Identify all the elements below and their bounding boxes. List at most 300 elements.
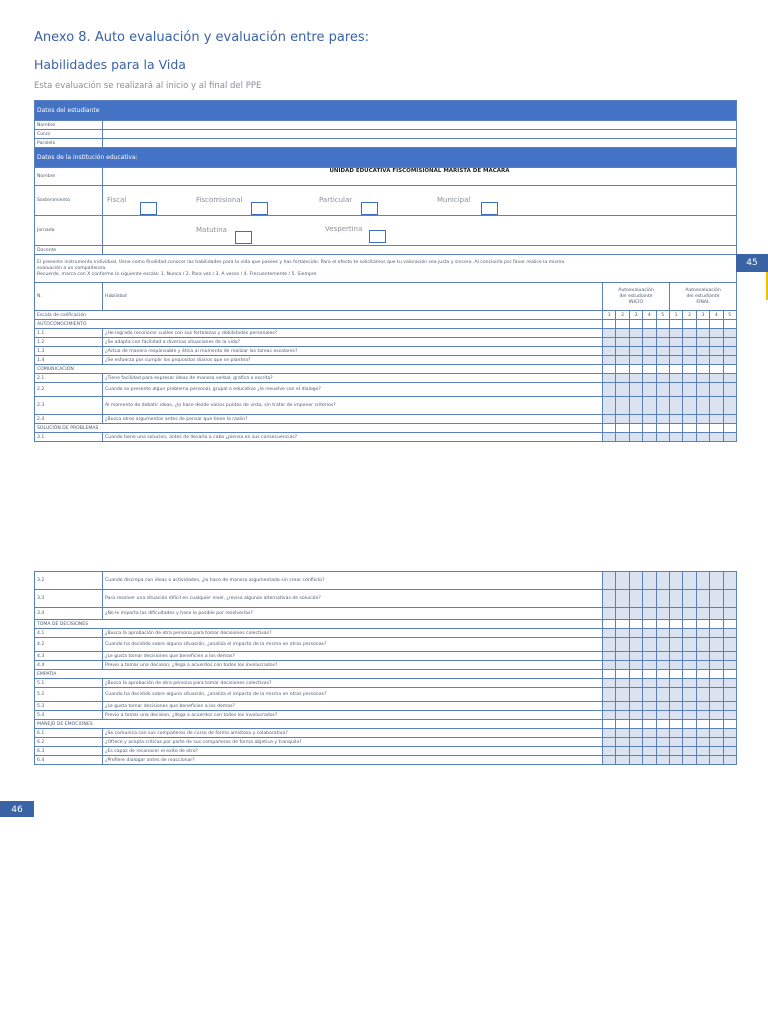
item-score-cell[interactable] <box>643 397 656 415</box>
item-score-cell[interactable] <box>710 374 723 383</box>
final-line-3: FINAL <box>696 299 710 305</box>
item-score-cell[interactable] <box>629 347 642 356</box>
item-score-cell[interactable] <box>710 338 723 347</box>
table-row <box>35 756 737 765</box>
item-score-cell[interactable] <box>723 679 736 688</box>
item-score-cell[interactable] <box>683 415 696 424</box>
item-score-cell[interactable] <box>710 383 723 397</box>
page-number-46: 46 <box>0 801 34 817</box>
item-score-cell[interactable] <box>696 702 709 711</box>
student-parallel-input[interactable] <box>103 139 737 148</box>
item-score-cell[interactable] <box>669 433 682 442</box>
item-score-cell[interactable] <box>683 702 696 711</box>
field-label-sostenimiento: Sostenimiento <box>35 186 103 216</box>
item-score-cell[interactable] <box>656 572 669 590</box>
item-score-cell[interactable] <box>683 729 696 738</box>
item-score-cell[interactable] <box>723 688 736 702</box>
item-score-cell[interactable] <box>629 711 642 720</box>
item-score-cell[interactable] <box>683 638 696 652</box>
item-score-cell[interactable] <box>669 738 682 747</box>
item-score-cell[interactable] <box>603 608 616 620</box>
item-score-cell[interactable] <box>603 356 616 365</box>
item-score-cell[interactable] <box>629 383 642 397</box>
item-question: ¿Ofrece y acepta criticas por parte de sus compañeros de forma objetiva y tranquila? <box>103 738 603 747</box>
item-score-cell[interactable] <box>643 383 656 397</box>
section-heading-blank-cell <box>696 620 709 629</box>
item-score-cell[interactable] <box>656 347 669 356</box>
checkbox-fiscomisional[interactable] <box>251 202 268 215</box>
item-score-cell[interactable] <box>683 629 696 638</box>
item-score-cell[interactable] <box>710 661 723 670</box>
item-score-cell[interactable] <box>656 688 669 702</box>
item-score-cell[interactable] <box>643 608 656 620</box>
item-score-cell[interactable] <box>710 652 723 661</box>
item-score-cell[interactable] <box>629 338 642 347</box>
item-score-cell[interactable] <box>696 738 709 747</box>
table-row <box>35 652 737 661</box>
item-score-cell[interactable] <box>723 729 736 738</box>
item-score-cell[interactable] <box>643 738 656 747</box>
item-score-cell[interactable] <box>656 652 669 661</box>
item-score-cell[interactable] <box>669 572 682 590</box>
item-score-cell[interactable] <box>723 572 736 590</box>
item-score-cell[interactable] <box>683 356 696 365</box>
section-heading-blank-cell <box>656 620 669 629</box>
item-score-cell[interactable] <box>669 347 682 356</box>
section-heading-blank-cell <box>710 720 723 729</box>
item-score-cell[interactable] <box>696 397 709 415</box>
section-heading-blank-cell <box>669 670 682 679</box>
item-score-cell[interactable] <box>629 756 642 765</box>
item-score-cell[interactable] <box>723 747 736 756</box>
item-score-cell[interactable] <box>616 702 629 711</box>
item-score-cell[interactable] <box>616 329 629 338</box>
item-score-cell[interactable] <box>656 729 669 738</box>
item-score-cell[interactable] <box>616 756 629 765</box>
item-score-cell[interactable] <box>616 652 629 661</box>
item-score-cell[interactable] <box>629 590 642 608</box>
item-score-cell[interactable] <box>603 756 616 765</box>
item-score-cell[interactable] <box>656 590 669 608</box>
item-score-cell[interactable] <box>629 702 642 711</box>
checkbox-matutina[interactable] <box>235 231 252 244</box>
item-score-cell[interactable] <box>683 374 696 383</box>
item-score-cell[interactable] <box>669 374 682 383</box>
item-score-cell[interactable] <box>696 756 709 765</box>
item-score-cell[interactable] <box>629 356 642 365</box>
item-number: 5.1 <box>35 679 103 688</box>
item-number: 4.2 <box>35 638 103 652</box>
item-score-cell[interactable] <box>683 652 696 661</box>
item-score-cell[interactable] <box>643 756 656 765</box>
option-fiscal-label: Fiscal <box>107 196 127 204</box>
item-score-cell[interactable] <box>723 374 736 383</box>
item-score-cell[interactable] <box>710 397 723 415</box>
item-score-cell[interactable] <box>656 747 669 756</box>
item-score-cell[interactable] <box>603 374 616 383</box>
item-score-cell[interactable] <box>723 590 736 608</box>
item-score-cell[interactable] <box>603 329 616 338</box>
column-header-n: N. <box>35 283 103 311</box>
item-score-cell[interactable] <box>643 688 656 702</box>
item-score-cell[interactable] <box>683 347 696 356</box>
item-score-cell[interactable] <box>696 652 709 661</box>
item-score-cell[interactable] <box>710 679 723 688</box>
item-score-cell[interactable] <box>723 638 736 652</box>
item-score-cell[interactable] <box>616 356 629 365</box>
item-score-cell[interactable] <box>629 688 642 702</box>
item-score-cell[interactable] <box>616 638 629 652</box>
item-score-cell[interactable] <box>643 572 656 590</box>
field-label-paralelo: Paralelo <box>35 139 103 148</box>
item-score-cell[interactable] <box>696 608 709 620</box>
item-score-cell[interactable] <box>643 356 656 365</box>
item-score-cell[interactable] <box>710 756 723 765</box>
item-score-cell[interactable] <box>643 661 656 670</box>
checkbox-particular[interactable] <box>361 202 378 215</box>
item-score-cell[interactable] <box>616 433 629 442</box>
item-score-cell[interactable] <box>710 711 723 720</box>
item-score-cell[interactable] <box>656 433 669 442</box>
item-score-cell[interactable] <box>669 702 682 711</box>
section-heading-blank-cell <box>723 320 736 329</box>
item-score-cell[interactable] <box>669 652 682 661</box>
section-heading-blank-cell <box>643 424 656 433</box>
item-score-cell[interactable] <box>656 397 669 415</box>
item-score-cell[interactable] <box>603 688 616 702</box>
item-score-cell[interactable] <box>696 711 709 720</box>
item-score-cell[interactable] <box>723 329 736 338</box>
item-score-cell[interactable] <box>629 652 642 661</box>
item-score-cell[interactable] <box>616 747 629 756</box>
item-score-cell[interactable] <box>723 711 736 720</box>
item-score-cell[interactable] <box>656 679 669 688</box>
item-score-cell[interactable] <box>616 590 629 608</box>
item-score-cell[interactable] <box>669 329 682 338</box>
item-score-cell[interactable] <box>669 629 682 638</box>
item-score-cell[interactable] <box>723 356 736 365</box>
item-score-cell[interactable] <box>696 572 709 590</box>
item-score-cell[interactable] <box>683 572 696 590</box>
checkbox-vespertina[interactable] <box>369 230 386 243</box>
item-score-cell[interactable] <box>643 374 656 383</box>
item-score-cell[interactable] <box>696 338 709 347</box>
item-question: ¿Actua de manera responsable y ética al momento de realizar las tareas escolares? <box>103 347 603 356</box>
section-heading-blank-cell <box>683 620 696 629</box>
item-score-cell[interactable] <box>603 590 616 608</box>
item-score-cell[interactable] <box>616 729 629 738</box>
item-score-cell[interactable] <box>669 415 682 424</box>
item-score-cell[interactable] <box>643 702 656 711</box>
section-heading: SOLUCIÓN DE PROBLEMAS <box>35 424 603 433</box>
scale-number: 5 <box>656 311 669 320</box>
item-score-cell[interactable] <box>683 329 696 338</box>
item-score-cell[interactable] <box>696 590 709 608</box>
item-score-cell[interactable] <box>629 374 642 383</box>
item-score-cell[interactable] <box>656 711 669 720</box>
item-score-cell[interactable] <box>643 652 656 661</box>
item-score-cell[interactable] <box>629 415 642 424</box>
item-score-cell[interactable] <box>723 397 736 415</box>
section-heading-blank-cell <box>603 720 616 729</box>
item-score-cell[interactable] <box>683 747 696 756</box>
item-score-cell[interactable] <box>710 729 723 738</box>
item-score-cell[interactable] <box>696 347 709 356</box>
item-score-cell[interactable] <box>603 338 616 347</box>
item-score-cell[interactable] <box>669 356 682 365</box>
item-score-cell[interactable] <box>656 415 669 424</box>
item-score-cell[interactable] <box>656 638 669 652</box>
item-score-cell[interactable] <box>683 590 696 608</box>
item-score-cell[interactable] <box>696 383 709 397</box>
item-number: 5.3 <box>35 702 103 711</box>
item-score-cell[interactable] <box>683 661 696 670</box>
scale-label: Escala de calificación <box>35 311 603 320</box>
item-score-cell[interactable] <box>710 329 723 338</box>
item-score-cell[interactable] <box>629 747 642 756</box>
item-score-cell[interactable] <box>629 679 642 688</box>
item-question: ¿He logrado reconocer cuáles con sus fortalezas y debilidades personales? <box>103 329 603 338</box>
item-score-cell[interactable] <box>710 629 723 638</box>
item-score-cell[interactable] <box>629 629 642 638</box>
item-score-cell[interactable] <box>669 711 682 720</box>
item-score-cell[interactable] <box>603 397 616 415</box>
item-score-cell[interactable] <box>616 397 629 415</box>
school-name: UNIDAD EDUCATIVA FISCOMISIONAL MARISTA DE MACARA <box>103 168 737 186</box>
item-score-cell[interactable] <box>683 433 696 442</box>
item-score-cell[interactable] <box>643 415 656 424</box>
section-heading-blank-cell <box>656 670 669 679</box>
item-score-cell[interactable] <box>710 572 723 590</box>
item-number: 1.1 <box>35 329 103 338</box>
docente-input[interactable] <box>103 246 737 255</box>
item-score-cell[interactable] <box>643 347 656 356</box>
item-score-cell[interactable] <box>683 397 696 415</box>
checkbox-fiscal[interactable] <box>140 202 157 215</box>
scale-number: 1 <box>669 311 682 320</box>
item-score-cell[interactable] <box>669 338 682 347</box>
item-score-cell[interactable] <box>696 679 709 688</box>
item-score-cell[interactable] <box>696 433 709 442</box>
item-score-cell[interactable] <box>669 747 682 756</box>
section-heading-blank-cell <box>616 365 629 374</box>
item-score-cell[interactable] <box>710 608 723 620</box>
item-score-cell[interactable] <box>723 383 736 397</box>
section-heading-blank-cell <box>723 620 736 629</box>
item-number: 2.1 <box>35 374 103 383</box>
item-score-cell[interactable] <box>656 608 669 620</box>
item-score-cell[interactable] <box>643 338 656 347</box>
item-score-cell[interactable] <box>616 383 629 397</box>
item-score-cell[interactable] <box>603 347 616 356</box>
section-heading-blank-cell <box>656 320 669 329</box>
item-score-cell[interactable] <box>643 638 656 652</box>
item-score-cell[interactable] <box>683 383 696 397</box>
item-score-cell[interactable] <box>643 679 656 688</box>
item-score-cell[interactable] <box>710 738 723 747</box>
item-score-cell[interactable] <box>629 608 642 620</box>
item-score-cell[interactable] <box>629 397 642 415</box>
item-score-cell[interactable] <box>696 688 709 702</box>
item-score-cell[interactable] <box>603 433 616 442</box>
item-score-cell[interactable] <box>656 629 669 638</box>
item-score-cell[interactable] <box>723 756 736 765</box>
item-score-cell[interactable] <box>629 738 642 747</box>
item-score-cell[interactable] <box>669 756 682 765</box>
section-heading-blank-cell <box>629 720 642 729</box>
item-score-cell[interactable] <box>696 661 709 670</box>
section-heading-blank-cell <box>669 720 682 729</box>
item-score-cell[interactable] <box>603 729 616 738</box>
item-score-cell[interactable] <box>643 329 656 338</box>
item-score-cell[interactable] <box>710 415 723 424</box>
student-name-input[interactable] <box>103 121 737 130</box>
item-score-cell[interactable] <box>616 738 629 747</box>
item-score-cell[interactable] <box>616 572 629 590</box>
item-score-cell[interactable] <box>669 688 682 702</box>
section-heading-blank-cell <box>696 424 709 433</box>
item-score-cell[interactable] <box>723 702 736 711</box>
section-heading-blank-cell <box>723 424 736 433</box>
item-score-cell[interactable] <box>643 747 656 756</box>
item-score-cell[interactable] <box>710 433 723 442</box>
section-heading: TOMA DE DECISIONES <box>35 620 603 629</box>
item-score-cell[interactable] <box>603 572 616 590</box>
item-score-cell[interactable] <box>683 711 696 720</box>
item-score-cell[interactable] <box>629 572 642 590</box>
item-score-cell[interactable] <box>603 638 616 652</box>
item-score-cell[interactable] <box>669 638 682 652</box>
item-score-cell[interactable] <box>603 702 616 711</box>
item-score-cell[interactable] <box>723 629 736 638</box>
table-row <box>35 629 737 638</box>
item-score-cell[interactable] <box>696 356 709 365</box>
item-score-cell[interactable] <box>723 738 736 747</box>
item-score-cell[interactable] <box>683 679 696 688</box>
item-score-cell[interactable] <box>683 756 696 765</box>
item-score-cell[interactable] <box>710 702 723 711</box>
item-score-cell[interactable] <box>603 383 616 397</box>
item-score-cell[interactable] <box>616 629 629 638</box>
item-question: ¿Se adapta con facilidad a diversas situaciones de la vida? <box>103 338 603 347</box>
item-score-cell[interactable] <box>616 415 629 424</box>
item-score-cell[interactable] <box>603 652 616 661</box>
item-score-cell[interactable] <box>616 374 629 383</box>
item-score-cell[interactable] <box>629 729 642 738</box>
item-score-cell[interactable] <box>723 608 736 620</box>
item-number: 4.4 <box>35 661 103 670</box>
item-score-cell[interactable] <box>696 638 709 652</box>
item-score-cell[interactable] <box>603 415 616 424</box>
scale-number: 3 <box>629 311 642 320</box>
item-score-cell[interactable] <box>656 738 669 747</box>
item-score-cell[interactable] <box>669 590 682 608</box>
item-score-cell[interactable] <box>710 747 723 756</box>
item-score-cell[interactable] <box>656 356 669 365</box>
item-score-cell[interactable] <box>629 433 642 442</box>
item-score-cell[interactable] <box>710 638 723 652</box>
item-score-cell[interactable] <box>723 661 736 670</box>
item-score-cell[interactable] <box>710 347 723 356</box>
item-score-cell[interactable] <box>629 329 642 338</box>
item-score-cell[interactable] <box>629 638 642 652</box>
item-number: 6.3 <box>35 747 103 756</box>
item-score-cell[interactable] <box>603 738 616 747</box>
item-score-cell[interactable] <box>669 397 682 415</box>
item-score-cell[interactable] <box>723 347 736 356</box>
item-score-cell[interactable] <box>683 608 696 620</box>
item-score-cell[interactable] <box>696 415 709 424</box>
item-score-cell[interactable] <box>603 661 616 670</box>
item-score-cell[interactable] <box>643 629 656 638</box>
item-score-cell[interactable] <box>616 608 629 620</box>
item-score-cell[interactable] <box>603 747 616 756</box>
item-score-cell[interactable] <box>616 347 629 356</box>
item-score-cell[interactable] <box>710 356 723 365</box>
item-score-cell[interactable] <box>723 433 736 442</box>
item-score-cell[interactable] <box>616 661 629 670</box>
item-score-cell[interactable] <box>669 383 682 397</box>
item-score-cell[interactable] <box>603 679 616 688</box>
item-score-cell[interactable] <box>616 338 629 347</box>
item-score-cell[interactable] <box>643 729 656 738</box>
item-score-cell[interactable] <box>669 679 682 688</box>
item-score-cell[interactable] <box>643 590 656 608</box>
scale-number: 4 <box>710 311 723 320</box>
item-score-cell[interactable] <box>669 729 682 738</box>
item-score-cell[interactable] <box>656 383 669 397</box>
item-score-cell[interactable] <box>696 747 709 756</box>
item-score-cell[interactable] <box>616 711 629 720</box>
item-score-cell[interactable] <box>603 711 616 720</box>
item-score-cell[interactable] <box>683 338 696 347</box>
student-course-input[interactable] <box>103 130 737 139</box>
item-score-cell[interactable] <box>683 738 696 747</box>
item-score-cell[interactable] <box>656 329 669 338</box>
item-score-cell[interactable] <box>696 374 709 383</box>
item-question: ¿Busca otros argumentos antes de pensar que tiene la razón? <box>103 415 603 424</box>
item-score-cell[interactable] <box>656 661 669 670</box>
section-heading-blank-cell <box>643 720 656 729</box>
item-score-cell[interactable] <box>669 608 682 620</box>
item-score-cell[interactable] <box>683 688 696 702</box>
item-score-cell[interactable] <box>629 661 642 670</box>
item-score-cell[interactable] <box>656 338 669 347</box>
item-score-cell[interactable] <box>643 433 656 442</box>
final-line-2: del estudiante <box>686 293 720 299</box>
item-score-cell[interactable] <box>643 711 656 720</box>
item-score-cell[interactable] <box>603 629 616 638</box>
item-score-cell[interactable] <box>723 338 736 347</box>
item-number: 5.2 <box>35 688 103 702</box>
item-score-cell[interactable] <box>710 688 723 702</box>
checkbox-municipal[interactable] <box>481 202 498 215</box>
item-score-cell[interactable] <box>723 415 736 424</box>
section-heading-blank-cell <box>643 670 656 679</box>
item-number: 3.1 <box>35 433 103 442</box>
item-score-cell[interactable] <box>696 329 709 338</box>
item-score-cell[interactable] <box>723 652 736 661</box>
item-score-cell[interactable] <box>656 702 669 711</box>
item-score-cell[interactable] <box>616 688 629 702</box>
item-score-cell[interactable] <box>696 729 709 738</box>
item-score-cell[interactable] <box>696 629 709 638</box>
item-score-cell[interactable] <box>710 590 723 608</box>
item-score-cell[interactable] <box>656 756 669 765</box>
item-score-cell[interactable] <box>669 661 682 670</box>
item-score-cell[interactable] <box>656 374 669 383</box>
item-score-cell[interactable] <box>616 679 629 688</box>
